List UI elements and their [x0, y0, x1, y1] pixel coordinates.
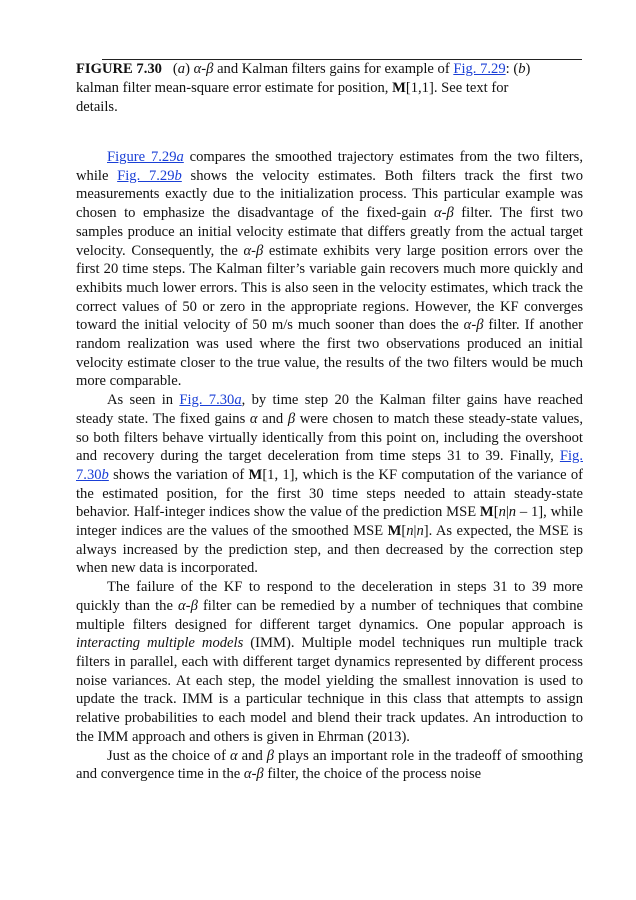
imm-term: interacting multiple models — [76, 635, 244, 652]
figure-caption: FIGURE 7.30 (a) α-β and Kalman filters gains for example of Fig. 7.29: (b) kalman filter mean-square error estimate for position, M[1,1]. See text for details. — [76, 61, 531, 115]
paragraph-1: Figure 7.29a compares the smoothed trajectory estimates from the two filters, while Fig. 7.29b shows the velocity estimates. Both filters track the first two measurements exactly due to the initialization process. This particular example was chosen to emphasize the disadvantage of the fixed-gain α-β filter. The first two samples produce an initial velocity estimate that differs greatly from the actual target velocity. Consequently, the α-β estimate exhibits very large position errors over the first 20 time steps. The Kalman filter’s variable gain recovers much more quickly and exhibits much lower errors. This is also seen in the velocity estimates, which track the correct values of 50 or zero in the appropriate regions. However, the KF converges toward the initial velocity of 50 m/s much sooner than does the α-β filter. If another random realization was used where the first two observations produced an initial velocity estimate closer to the true value, the results of the two filters would be much more comparable. — [76, 149, 584, 390]
fig-7-30a-link[interactable]: Fig. 7.30a — [179, 392, 242, 409]
caption-number: 7.30 — [136, 61, 162, 77]
fig-7-29b-link[interactable]: Fig. 7.29b — [117, 167, 182, 184]
caption-label: FIGURE — [76, 61, 133, 77]
paragraph-2: As seen in Fig. 7.30a, by time step 20 the Kalman filter gains have reached steady state. The fixed gains α and β were chosen to match these steady-state values, so both filters behave virtually identically from this point on, including the overshoot and recovery during the target deceleration from time steps 31 to 39. Finally, Fig. 7.30b shows the variation of M[1, 1], which is the KF computation of the variance of the estimated position, for the first 30 time steps needed to attain steady-state behavior. Half-integer indices show the value of the prediction MSE M[n|n – 1], while integer indices are the values of the smoothed MSE M[n|n]. As expected, the MSE is always increased by the prediction step, and then decreased by the correction step when new data is incorporated. — [76, 392, 584, 577]
body-text — [76, 148, 583, 784]
paragraph-4: Just as the choice of α and β plays an important role in the tradeoff of smoothing and convergence time in the α-β filter, the choice of the process noise — [76, 747, 583, 783]
fig-7-30b-link[interactable]: Fig. 7.30b — [76, 448, 583, 483]
caption-fig-link[interactable]: Fig. 7.29 — [453, 61, 506, 77]
fig-7-29a-link[interactable]: Figure 7.29a — [107, 149, 184, 165]
paragraph-3: The failure of the KF to respond to the deceleration in steps 31 to 39 more quickly than the α-β filter can be remedied by a number of techniques that combine multiple filters designed for different target dynamics. One popular approach is interacting multiple models (IMM). Multiple model techniques run multiple track filters in parallel, each with different target dynamics represented by different process noise variances. At each step, the model yielding the smallest innovation is used to update the track. IMM is a particular technique in this class that attempts to assign relative probabilities to each model and blend their track updates. An introduction to the IMM approach and others is given in Ehrman (2013). — [76, 579, 583, 745]
